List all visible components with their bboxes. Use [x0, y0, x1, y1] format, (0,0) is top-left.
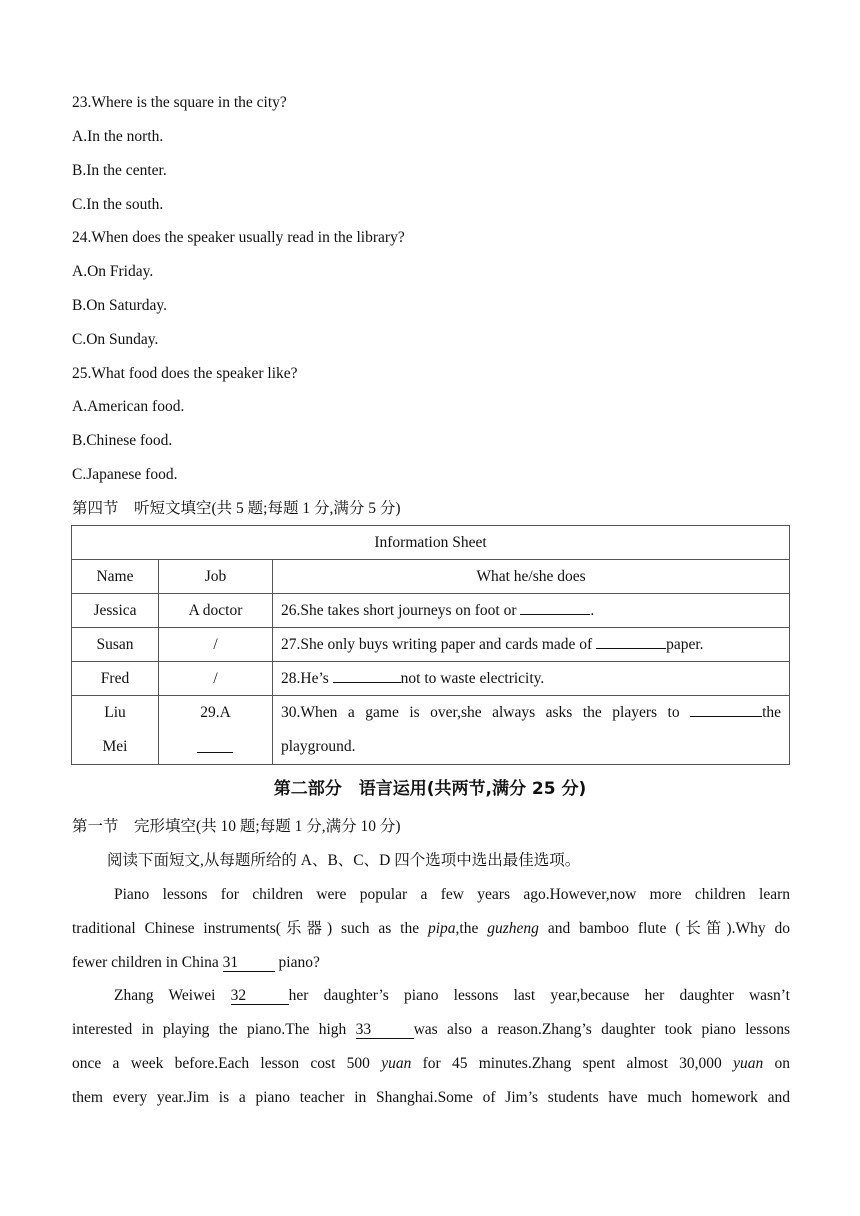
- row-job: /: [159, 628, 273, 662]
- table-row: [72, 662, 790, 696]
- question-23: 23.Where is the square in the city?: [72, 94, 287, 111]
- answer-blank-27[interactable]: [596, 634, 666, 649]
- passage-line: interested in playing the piano.The high 33 was also a reason.Zhang’s daughter took piano lessons: [72, 1021, 791, 1038]
- table-row: [72, 628, 790, 662]
- cloze-blank-33[interactable]: 33: [356, 1022, 414, 1039]
- table-title: Information Sheet: [72, 526, 790, 560]
- desc-text: not to waste electricity.: [400, 670, 545, 687]
- option-23c: C.In the south.: [72, 196, 164, 213]
- desc-text: 30.When a game is over,she always asks the players to: [281, 704, 691, 721]
- header-job: Job: [159, 560, 273, 594]
- part2-title: 第二部分 语言运用(共两节,满分 25 分): [273, 779, 587, 799]
- section1-heading: 第一节 完形填空(共 10 题;每题 1 分,满分 10 分): [72, 818, 401, 835]
- passage-line: fewer children in China 31 piano?: [72, 954, 320, 971]
- answer-blank-26[interactable]: [520, 600, 590, 615]
- name-line: Mei: [102, 738, 128, 755]
- desc-text: playground.: [281, 738, 356, 755]
- passage-line: traditional Chinese instruments(乐器) such as the pipa,the guzheng and bamboo flute (长笛).Why do: [72, 920, 790, 937]
- desc-text: .: [590, 602, 595, 619]
- answer-blank-29[interactable]: [197, 738, 233, 753]
- row-description: [273, 628, 790, 662]
- passage-line: Piano lessons for children were popular a few years ago.However,now more children learn: [114, 886, 790, 903]
- row-job: A doctor: [159, 594, 273, 628]
- desc-text: 27.She only buys writing paper and cards made of: [281, 636, 597, 653]
- header-what: What he/she does: [273, 560, 790, 594]
- passage-line: them every year.Jim is a piano teacher in Shanghai.Some of Jim’s students have much homework and: [72, 1089, 790, 1106]
- desc-text: paper.: [666, 636, 704, 653]
- table-row: [72, 696, 790, 765]
- row-description: [273, 594, 790, 628]
- option-25a: A.American food.: [72, 398, 185, 415]
- row-name: Fred: [72, 662, 159, 696]
- table-row: [72, 594, 790, 628]
- option-25c: C.Japanese food.: [72, 466, 178, 483]
- section4-heading: 第四节 听短文填空(共 5 题;每题 1 分,满分 5 分): [72, 500, 401, 517]
- passage-line: Zhang Weiwei 32 her daughter’s piano lessons last year,because her daughter wasn’t: [114, 987, 790, 1004]
- table-header-row: [72, 560, 790, 594]
- instruction-text: 阅读下面短文,从每题所给的 A、B、C、D 四个选项中选出最佳选项。: [107, 852, 581, 869]
- header-name: Name: [72, 560, 159, 594]
- information-sheet-table: [71, 525, 790, 765]
- row-job: [159, 696, 273, 765]
- cloze-blank-31[interactable]: 31: [223, 955, 275, 972]
- row-name: Jessica: [72, 594, 159, 628]
- passage-line: once a week before.Each lesson cost 500 yuan for 45 minutes.Zhang spent almost 30,000 yuan on: [72, 1055, 790, 1072]
- option-24a: A.On Friday.: [72, 263, 154, 280]
- option-25b: B.Chinese food.: [72, 432, 173, 449]
- passage-paragraph-2: [72, 979, 790, 1115]
- desc-text: 28.He’s: [281, 670, 333, 687]
- option-23b: B.In the center.: [72, 162, 167, 179]
- job-text: 29.A: [200, 704, 231, 721]
- answer-blank-30[interactable]: [690, 702, 762, 717]
- row-name: [72, 696, 159, 765]
- name-line: Liu: [104, 704, 126, 721]
- row-description: [273, 662, 790, 696]
- row-job: /: [159, 662, 273, 696]
- option-23a: A.In the north.: [72, 128, 164, 145]
- passage-paragraph-1: [72, 878, 790, 980]
- answer-blank-28[interactable]: [333, 668, 401, 683]
- row-name: Susan: [72, 628, 159, 662]
- question-25: 25.What food does the speaker like?: [72, 365, 298, 382]
- desc-text: the: [762, 704, 782, 721]
- cloze-blank-32[interactable]: 32: [231, 988, 289, 1005]
- question-24: 24.When does the speaker usually read in the library?: [72, 229, 405, 246]
- desc-text: 26.She takes short journeys on foot or: [281, 602, 521, 619]
- row-description: [273, 696, 790, 765]
- option-24b: B.On Saturday.: [72, 297, 167, 314]
- option-24c: C.On Sunday.: [72, 331, 159, 348]
